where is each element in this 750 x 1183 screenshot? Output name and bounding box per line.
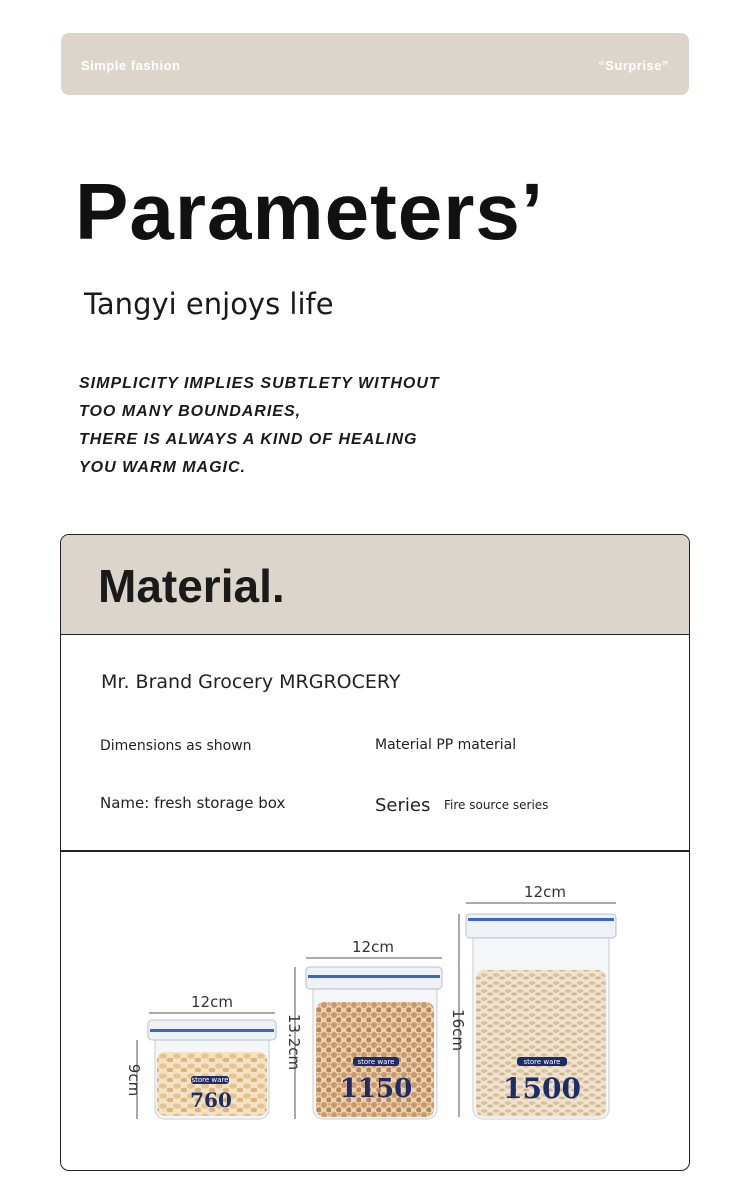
page-subtitle: Tangyi enjoys life [84, 287, 334, 321]
jar-width-1150: 12cm [352, 938, 394, 956]
jar-width-760: 12cm [191, 993, 233, 1011]
spec-name: Name: fresh storage box [100, 794, 286, 812]
header-right-text: “Surprise” [598, 58, 669, 73]
slogan-line: THERE IS ALWAYS A KIND OF HEALING [79, 431, 418, 448]
jar-height-760: 9cm [125, 1063, 143, 1097]
jar-1150 [285, 938, 442, 1119]
header-banner [61, 33, 689, 95]
slogan-line: YOU WARM MAGIC. [79, 459, 246, 476]
jar-760 [125, 993, 276, 1119]
jar-1500 [449, 883, 616, 1119]
jar-tag-1500: store ware [523, 1058, 561, 1066]
material-heading: Material. [98, 560, 285, 612]
slogan-block [79, 370, 440, 482]
header-left-text: Simple fashion [81, 58, 181, 73]
slogan-line: TOO MANY BOUNDARIES, [79, 403, 302, 420]
page-title: Parameters’ [75, 167, 545, 256]
jars-illustration [61, 852, 689, 1170]
jar-height-1150: 13.2cm [285, 1013, 303, 1071]
slogan-line: SIMPLICITY IMPLIES SUBTLETY WITHOUT [79, 375, 440, 392]
spec-series-label: Series [375, 795, 431, 816]
jar-capacity-1500: 1500 [503, 1072, 581, 1105]
jar-height-1500: 16cm [449, 1009, 467, 1051]
jar-capacity-760: 760 [190, 1088, 232, 1112]
spec-dimensions: Dimensions as shown [100, 738, 252, 754]
material-header [61, 535, 689, 635]
jar-tag-1150: store ware [357, 1058, 395, 1066]
spec-material: Material PP material [375, 737, 517, 753]
jars-svg [61, 852, 689, 1170]
material-card [60, 534, 690, 1171]
spec-series-value: Fire source series [444, 798, 549, 812]
jar-capacity-1150: 1150 [339, 1074, 413, 1104]
jar-tag-760: store ware [191, 1076, 229, 1084]
brand-line: Mr. Brand Grocery MRGROCERY [101, 671, 401, 693]
jar-width-1500: 12cm [524, 883, 566, 901]
